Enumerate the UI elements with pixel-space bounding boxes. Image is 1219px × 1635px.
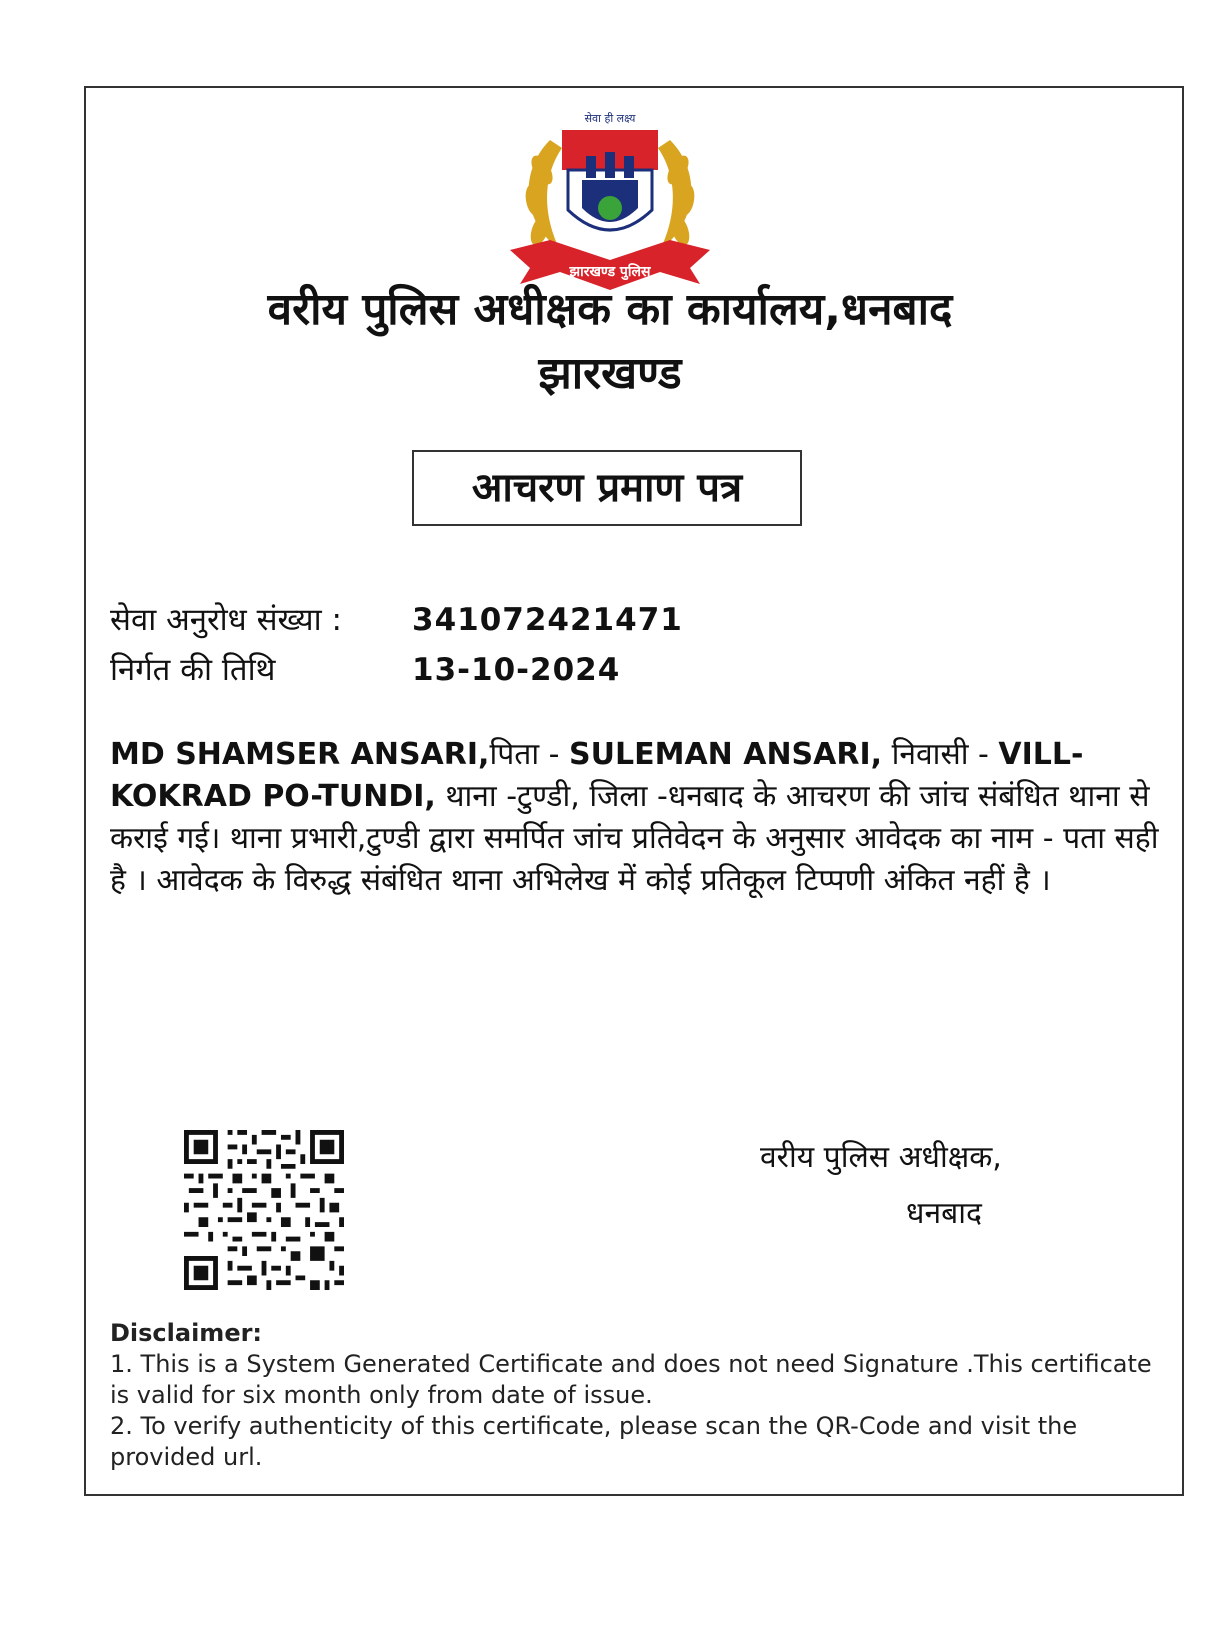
disclaimer-item-2: 2. To verify authenticity of this certificate, please scan the QR-Code and visit the provided url. [110, 1412, 1078, 1471]
disclaimer-heading: Disclaimer: [110, 1319, 263, 1347]
resident-label: निवासी - [882, 737, 989, 772]
applicant-address: VILL-KOKRAD PO-TUNDI, [110, 737, 1084, 814]
signatory-title: वरीय पुलिस अधीक्षक, [760, 1140, 1002, 1175]
father-name: SULEMAN ANSARI, [569, 737, 883, 772]
applicant-name: MD SHAMSER ANSARI, [110, 737, 490, 772]
signatory-block [760, 1130, 1002, 1242]
disclaimer-item-1: 1. This is a System Generated Certificate and does not need Signature .This certificate is valid for six month only from date of issue. [110, 1350, 1152, 1409]
father-label: पिता - [489, 737, 570, 772]
svg-text:सेवा ही लक्ष्य: सेवा ही लक्ष्य [584, 112, 636, 125]
office-name: वरीय पुलिस अधीक्षक का कार्यालय,धनबाद [267, 284, 953, 335]
disclaimer-block [110, 1318, 1160, 1473]
request-number-row [110, 598, 683, 640]
request-number-value: 341072421471 [412, 602, 683, 638]
svg-text:झारखण्ड पुलिस: झारखण्ड पुलिस [569, 264, 651, 280]
request-number-label: सेवा अनुरोध संख्या : [110, 602, 342, 638]
issue-date-label: निर्गत की तिथि [110, 652, 276, 688]
signatory-place: धनबाद [906, 1196, 982, 1231]
certificate-title: आचरण प्रमाण पत्र [412, 450, 802, 526]
jharkhand-police-emblem [490, 100, 730, 300]
office-state: झारखण्ड [538, 348, 682, 399]
qr-code-icon [184, 1130, 344, 1290]
office-heading [100, 278, 1120, 406]
issue-date-row [110, 648, 620, 690]
certificate-body [110, 734, 1160, 902]
body-statement: थाना -टुण्डी, जिला -धनबाद के आचरण की जांच संबंधित थाना से कराई गई। थाना प्रभारी,टुण्डी द्वारा समर्पित जांच प्रतिवेदन के अनुसार आवेदक का नाम - पता सही है । आवेदक के विरुद्ध संबंधित थाना अभिलेख में कोई प्रतिकूल टिप्पणी अंकित नहीं है । [110, 779, 1159, 898]
issue-date-value: 13-10-2024 [412, 652, 621, 688]
